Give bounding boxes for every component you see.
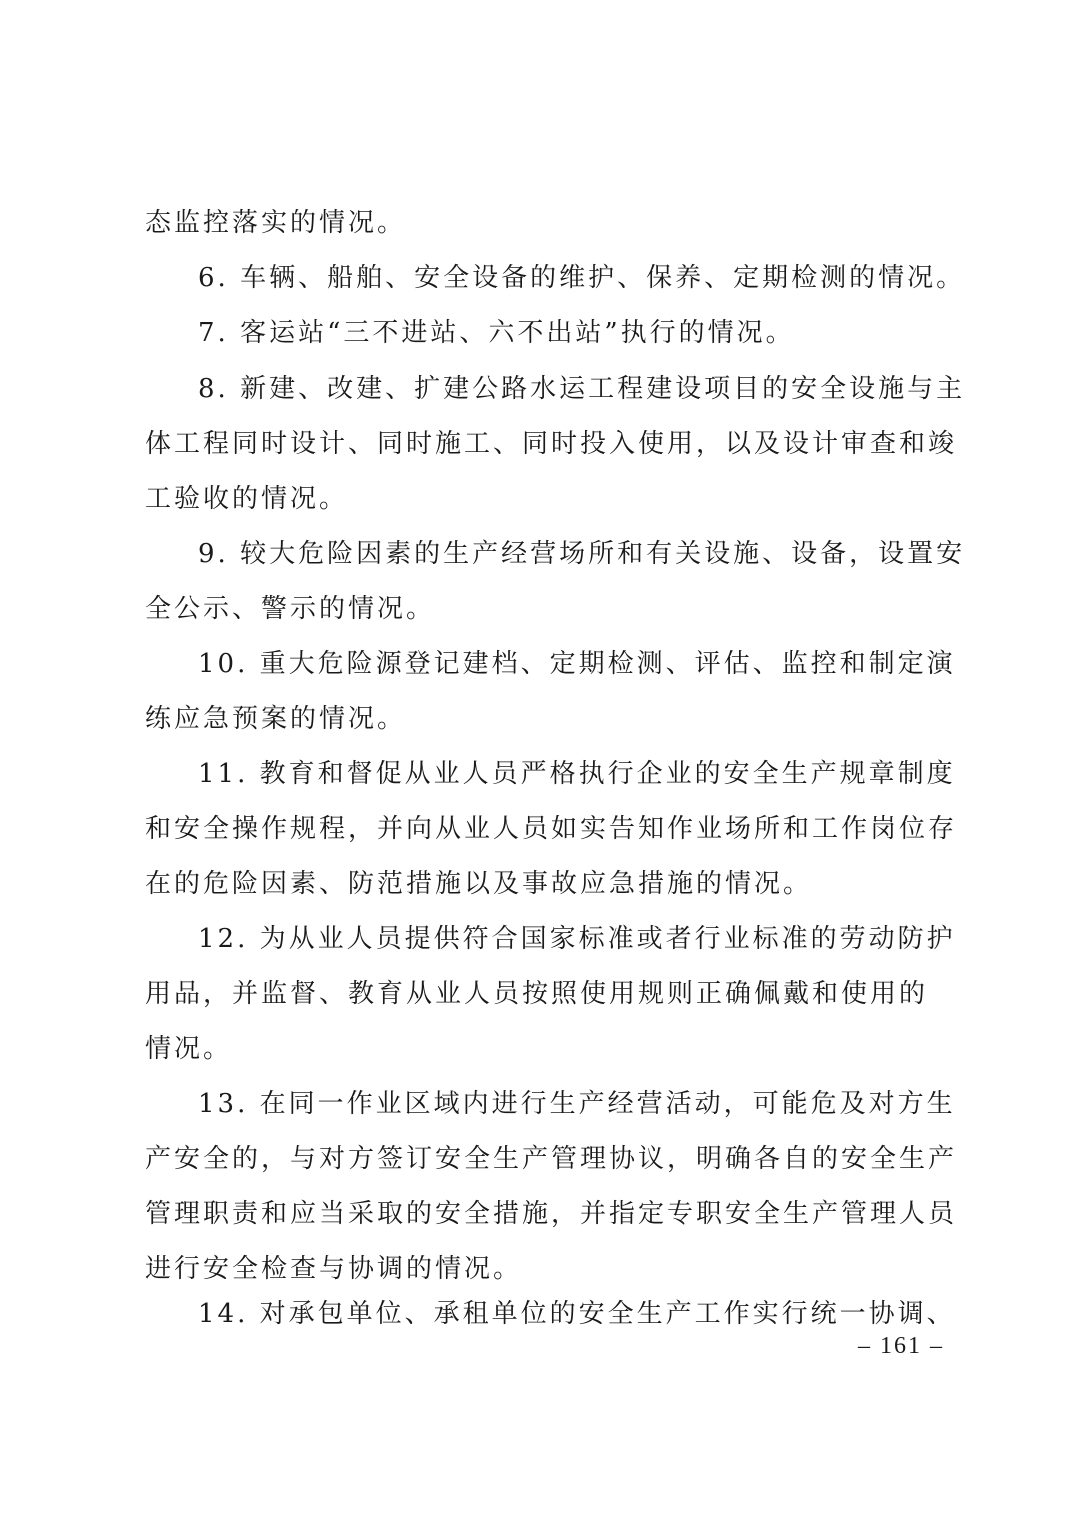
text-line: 在的危险因素、防范措施以及事故应急措施的情况。 (145, 869, 813, 899)
text-line: 练应急预案的情况。 (145, 704, 407, 734)
list-item-11: 11. 教育和督促从业人员严格执行企业的安全生产规章制度 (198, 759, 956, 789)
text-line: 情况。 (145, 1034, 233, 1064)
list-item-10: 10. 重大危险源登记建档、定期检测、评估、监控和制定演 (198, 649, 956, 679)
text-line: 进行安全检查与协调的情况。 (145, 1254, 523, 1284)
text-line: 用品，并监督、教育从业人员按照使用规则正确佩戴和使用的 (145, 979, 929, 1009)
list-item-14: 14. 对承包单位、承租单位的安全生产工作实行统一协调、 (198, 1299, 956, 1329)
text-line: 工验收的情况。 (145, 484, 349, 514)
text-line: 和安全操作规程，并向从业人员如实告知作业场所和工作岗位存 (145, 814, 958, 844)
list-item-13: 13. 在同一作业区域内进行生产经营活动，可能危及对方生 (198, 1089, 956, 1119)
text-line: 体工程同时设计、同时施工、同时投入使用，以及设计审查和竣 (145, 429, 958, 459)
list-item-6: 6. 车辆、船舶、安全设备的维护、保养、定期检测的情况。 (198, 263, 966, 293)
list-item-9: 9. 较大危险因素的生产经营场所和有关设施、设备，设置安 (198, 539, 966, 569)
text-line: 管理职责和应当采取的安全措施，并指定专职安全生产管理人员 (145, 1199, 958, 1229)
text-line: 产安全的，与对方签订安全生产管理协议，明确各自的安全生产 (145, 1144, 958, 1174)
list-item-7: 7. 客运站“三不进站、六不出站”执行的情况。 (198, 318, 795, 348)
page-number: – 161 – (858, 1333, 944, 1359)
list-item-8: 8. 新建、改建、扩建公路水运工程建设项目的安全设施与主 (198, 374, 966, 404)
text-line: 全公示、警示的情况。 (145, 594, 436, 624)
list-item-12: 12. 为从业人员提供符合国家标准或者行业标准的劳动防护 (198, 924, 956, 954)
text-line: 态监控落实的情况。 (145, 208, 407, 238)
